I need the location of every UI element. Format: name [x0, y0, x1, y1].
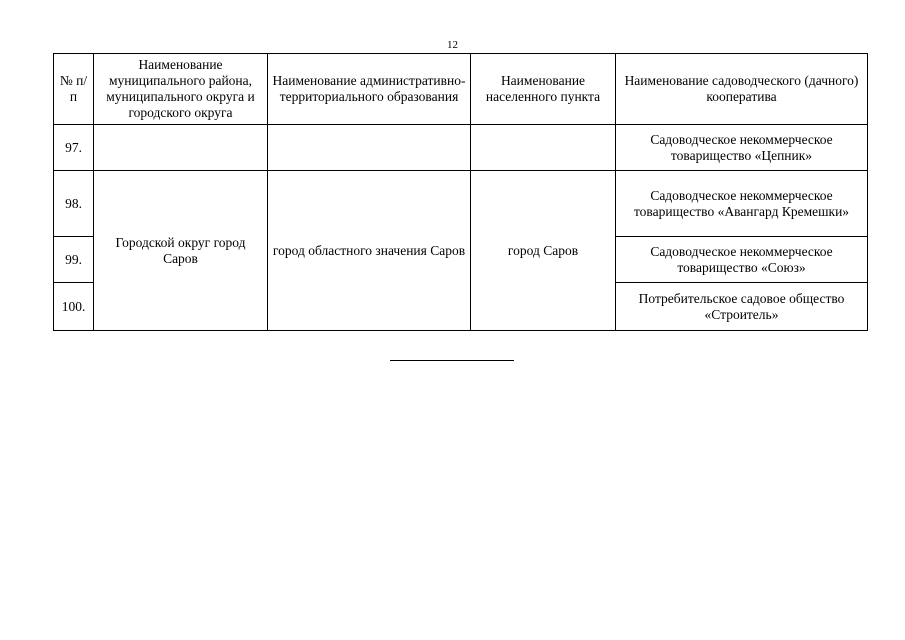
settlement-merged-cell: город Саров [471, 171, 616, 331]
page-number: 12 [447, 39, 458, 51]
header-admin-unit: Наименование административно-территориального образования [268, 54, 471, 125]
row-number: 99. [54, 237, 94, 283]
header-settlement: Наименование населенного пункта [471, 54, 616, 125]
cooperatives-table [53, 53, 868, 331]
admin-unit-cell [268, 125, 471, 171]
row-number: 100. [54, 283, 94, 331]
cooperative-cell: Садоводческое некоммерческое товарищество «Авангард Кремешки» [616, 171, 868, 237]
cooperative-cell: Садоводческое некоммерческое товарищество «Союз» [616, 237, 868, 283]
table-row [54, 171, 868, 237]
district-merged-cell: Городской округ город Саров [94, 171, 268, 331]
district-cell [94, 125, 268, 171]
header-cooperative: Наименование садоводческого (дачного) кооператива [616, 54, 868, 125]
end-separator-line [390, 360, 514, 361]
settlement-cell [471, 125, 616, 171]
table-row [54, 125, 868, 171]
header-district: Наименование муниципального района, муниципального округа и городского округа [94, 54, 268, 125]
table-header-row [54, 54, 868, 125]
cooperative-cell: Потребительское садовое общество «Строитель» [616, 283, 868, 331]
header-num: № п/п [54, 54, 94, 125]
admin-unit-merged-cell: город областного значения Саров [268, 171, 471, 331]
row-number: 97. [54, 125, 94, 171]
row-number: 98. [54, 171, 94, 237]
cooperative-cell: Садоводческое некоммерческое товарищество «Цепник» [616, 125, 868, 171]
